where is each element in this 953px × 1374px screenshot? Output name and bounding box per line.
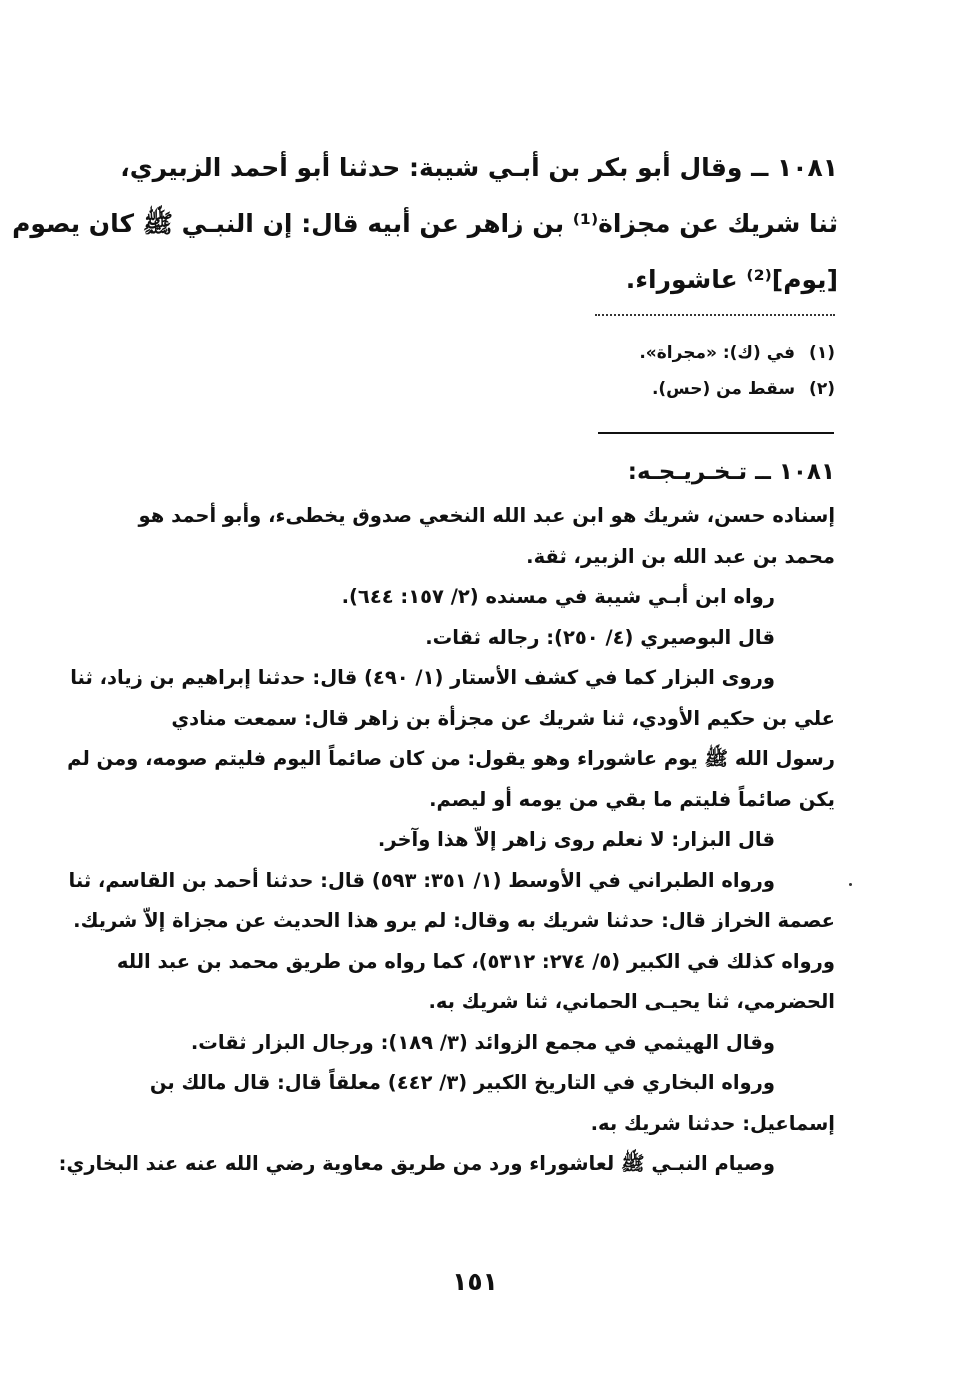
body-line: يكن صائماً فليتم ما بقي من يومه أو ليصم. xyxy=(429,787,835,811)
takhrij-number: ١٠٨١ xyxy=(778,459,835,485)
takhrij-label: تـخـريـجـه: xyxy=(627,459,748,485)
takhrij-dash: ــ xyxy=(755,459,771,485)
body-line: الحضرمي، ثنا يحيـى الحماني، ثنا شريك به. xyxy=(428,990,835,1013)
body-line: وروى البزار كما في كشف الأستار (١/ ٤٩٠) قال: حدثنا إبراهيم بن زياد، ثنا xyxy=(70,666,775,689)
page-number: ١٥١ xyxy=(452,1267,498,1296)
hadith-line: ثنا شريك عن مجزاة⁽¹⁾ بن زاهر عن أبيه قال: إن النبـي ﷺ كان يصوم xyxy=(12,209,838,238)
hadith-line: [يوم]⁽²⁾ عاشوراء. xyxy=(625,265,838,294)
body-line: وصيام النبـي ﷺ لعاشوراء ورد من طريق معاوية رضي الله عنه عند البخاري: xyxy=(58,1152,775,1175)
footnote-text: في (ك): «مجراة». xyxy=(639,343,796,363)
footnote-number: (١) xyxy=(809,343,835,363)
page-speck xyxy=(849,883,852,886)
body-line: علي بن حكيم الأودي، ثنا شريك عن مجزأة بن زاهر قال: سمعت منادي xyxy=(171,706,835,730)
body-line: إسماعيل: حدثنا شريك به. xyxy=(590,1111,835,1135)
body-line: ورواه كذلك في الكبير (٥/ ٢٧٤: ٥٣١٢)، كما رواه من طريق محمد بن عبد الله xyxy=(116,949,835,973)
body-line: رواه ابن أبـي شيبة في مسنده (٢/ ١٥٧: ٦٤٤). xyxy=(341,585,775,608)
body-line: وقال الهيثمي في مجمع الزوائد (٣/ ١٨٩): ورجال البزار ثقات. xyxy=(190,1030,775,1054)
footnote-dotted-divider xyxy=(595,314,835,316)
body-line: إسناده حسن، شريك هو ابن عبد الله النخعي صدوق يخطىء، وأبو أحمد هو xyxy=(138,504,835,527)
body-line: ورواه الطبراني في الأوسط (١/ ٣٥١: ٥٩٣) قال: حدثنا أحمد بن القاسم، ثنا xyxy=(68,868,775,892)
body-line: قال البوصيري (٤/ ٢٥٠): رجاله ثقات. xyxy=(425,625,775,649)
footnotes xyxy=(300,335,835,407)
footnote-item xyxy=(300,335,835,371)
hadith-line: ١٠٨١ ــ وقال أبو بكر بن أبـي شيبة: حدثنا أبو أحمد الزبيري، xyxy=(120,153,838,182)
footnote-text: سقط من (حس). xyxy=(651,379,796,399)
section-divider xyxy=(598,432,834,434)
body-line: محمد بن عبد الله بن الزبير، ثقة. xyxy=(526,544,835,568)
footnote-number: (٢) xyxy=(809,379,835,399)
body-line: عصمة الخراز قال: حدثنا شريك به وقال: لم يرو هذا الحديث عن مجزاة إلاّ شريك. xyxy=(73,909,835,932)
hadith-text xyxy=(12,140,838,308)
body-line: قال البزار: لا نعلم روى زاهر إلاّ هذا وآخر. xyxy=(377,828,775,851)
footnote-item xyxy=(300,371,835,407)
body-line: ورواه البخاري في التاريخ الكبير (٣/ ٤٤٢) معلقاً قال: قال مالك بن xyxy=(149,1071,775,1094)
takhrij-heading xyxy=(400,452,835,492)
takhrij-body xyxy=(58,496,835,1185)
body-line: رسول الله ﷺ يوم عاشوراء وهو يقول: من كان صائماً اليوم فليتم صومه، ومن لم xyxy=(67,747,835,770)
